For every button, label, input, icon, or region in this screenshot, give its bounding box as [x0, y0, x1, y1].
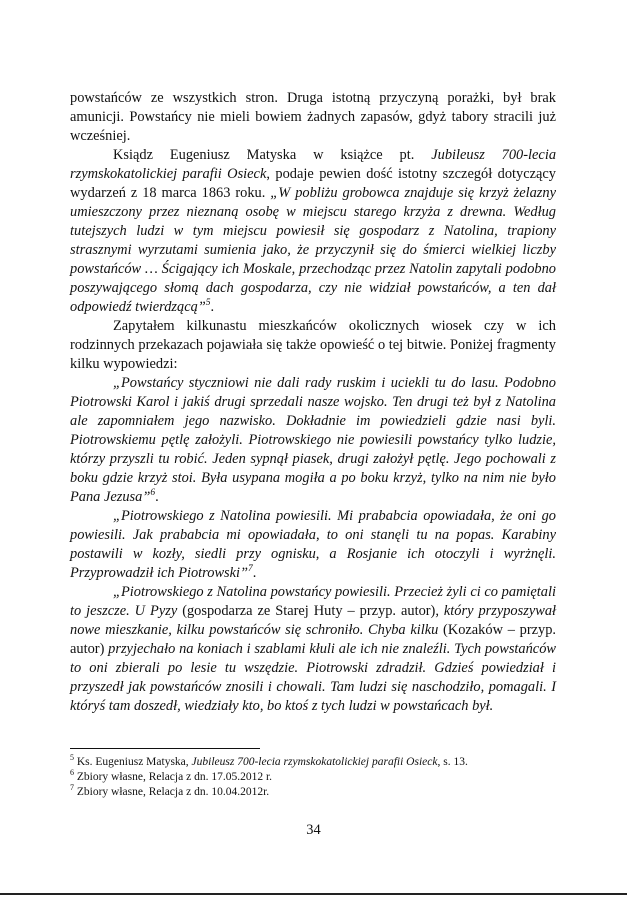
quote-3-part-c: , który przyposzywał nowe mieszkanie, kilku powstańców się schroniło. Chyba kilku [70, 603, 557, 638]
quote-3-part-e: przyjechało na koniach i szablami kłuli ale ich nie znaleźli. Tych powstańców to oni zbierali po lesie tu wszędzie. Piotrowski zdradził. Gdzieś powiedział i przyszedł jak powstańców znosili i chowali. Tam ludzi się naschodziło, pomagali. I któryś tam doszedł, wiedziały kto, bo ktoś z tych ludzi w powstańcach był. [70, 641, 556, 714]
footnote-5-number: 5 [70, 753, 74, 763]
quote-3-part-a: „Piotrowskiego z Natolina powstańcy powiesili. Przecież żyli ci co pamiętali to jeszcze. U Pyzy [70, 584, 556, 619]
quote-1 [70, 374, 556, 507]
footnote-7 [70, 785, 556, 800]
quote-3 [70, 583, 556, 716]
footnote-5 [70, 755, 556, 770]
footnotes [70, 755, 556, 800]
footnote-7-text: Zbiory własne, Relacja z dn. 10.04.2012r. [74, 786, 270, 798]
quote-1-end: . [155, 489, 159, 505]
paragraph-2-end: . [210, 299, 215, 315]
quote-2-end: . [252, 565, 257, 581]
paragraph-2-intro: Ksiądz Eugeniusz Matyska w książce pt. [113, 147, 432, 163]
page-bottom-border [0, 893, 627, 895]
paragraph-1 [70, 89, 556, 146]
footnote-5-post: , s. 13. [437, 756, 468, 768]
footnote-6 [70, 770, 556, 785]
footnote-6-text: Zbiory własne, Relacja z dn. 17.05.2012 r. [74, 771, 273, 783]
footnote-5-pre: Ks. Eugeniusz Matyska, [74, 756, 192, 768]
footnote-ref-6: 6 [150, 488, 156, 499]
page-number: 34 [306, 822, 321, 838]
paragraph-2-quote: „W pobliżu grobowca znajduje się krzyż żelazny umieszczony przez nieznaną osobę w miejscu starego krzyża z drewna. Według tutejszych ludzi w tym miejscu powiesił się gospodarz z Natolina, trapiony strasznymi wyrzutami sumienia jako, że przyczynił się do śmierci wielkiej liczby powstańców … Ścigający ich Moskale, przechodząc przez Natolin zapytali podobno poszywającego słomą dach gospodarza, czy nie widział powstańców, a ten dał odpowiedź twierdzącą” [70, 185, 556, 315]
paragraph-1-text: powstańców ze wszystkich stron. Druga istotną przyczyną porażki, był brak amunicji. Powstańcy nie mieli bowiem żadnych zapasów, gdyż tabory stracili już wcześniej. [70, 90, 556, 144]
footnote-separator [70, 748, 260, 749]
quote-1-text: „Powstańcy styczniowi nie dali rady ruskim i uciekli tu do lasu. Podobno Piotrowski Karol i jakiś drugi sprzedali nasze wojsko. Ten drugi też był z Natolina ale zapomniałem jego nazwisko. Dokładnie im powiedzieli gdzie nasi byli. Piotrowskiemu pętlę założyli. Piotrowskiego nie powiesili powstańcy tylko ludzie, którzy przyszli tu robić. Jeden sypnął piasek, drugi założył pętlę. Jego pochowali z boku gdzie krzyż stoi. Była usypana mogiła a po boku krzyż, tylko na nim nie było Pana Jezusa” [70, 375, 556, 505]
footnote-6-number: 6 [70, 768, 74, 778]
main-text [70, 89, 556, 716]
paragraph-3-text: Zapytałem kilkunastu mieszkańców okolicznych wiosek czy w ich rodzinnych przekazach pojawiała się także opowieść o tej bitwie. Poniżej fragmenty kilku wypowiedzi: [70, 318, 556, 372]
footnote-5-title: Jubileusz 700-lecia rzymskokatolickiej parafii Osieck [191, 756, 438, 768]
paragraph-3 [70, 317, 556, 374]
footnote-7-number: 7 [70, 783, 74, 793]
footnote-ref-7: 7 [248, 564, 253, 575]
quote-2-text: „Piotrowskiego z Natolina powiesili. Mi prababcia opowiadała, że oni go powiesili. Jak prababcia mi opowiadała, to oni stanęli tu na popas. Karabiny postawili w kozły, siedli przy ognisku, a Rosjanie ich otoczyli i wyrżnęli. Przyprowadził ich Piotrowski” [70, 508, 556, 581]
quote-2 [70, 507, 556, 583]
paragraph-2-mid: , podaje pewien dość istotny szczegół dotyczący wydarzeń z 18 marca 1863 roku. [70, 166, 556, 201]
book-title: Jubileusz 700-lecia rzymskokatolickiej parafii Osieck [70, 147, 557, 182]
quote-3-note-2: (Kozaków – przyp. autor) [70, 622, 556, 657]
quote-3-note-1: (gospodarza ze Starej Huty – przyp. autor) [182, 603, 436, 619]
paragraph-2 [70, 146, 556, 317]
footnote-ref-5: 5 [205, 298, 211, 309]
